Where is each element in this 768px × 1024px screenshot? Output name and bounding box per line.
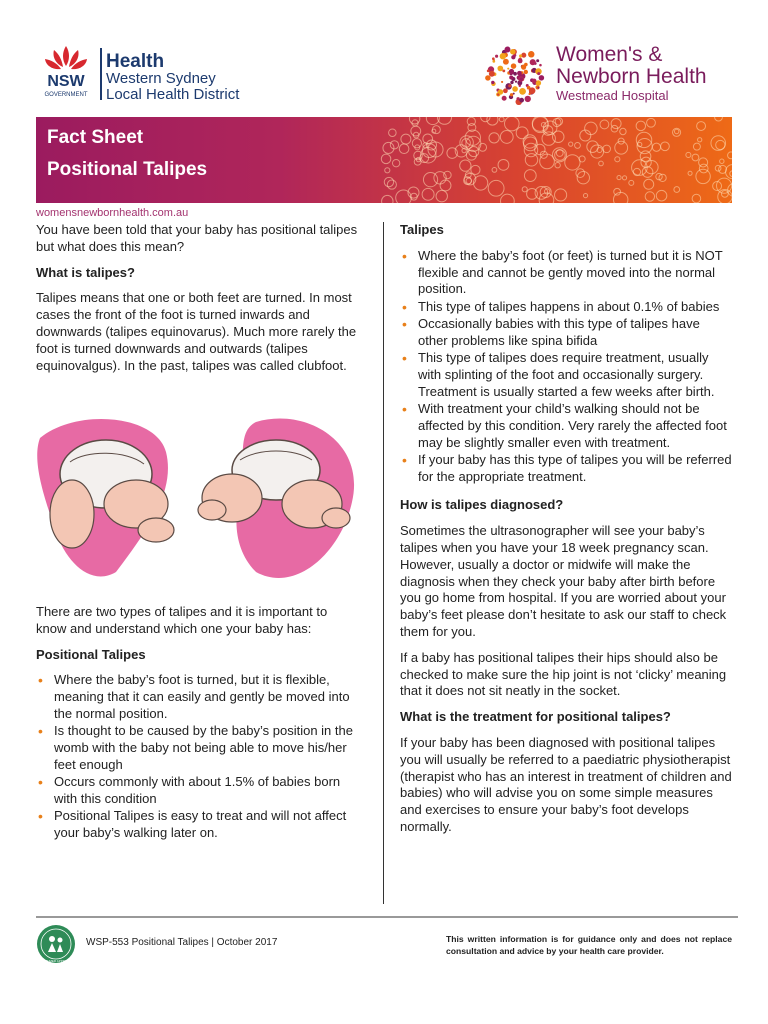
banner-bubble bbox=[399, 144, 409, 154]
banner-bubble bbox=[585, 122, 598, 135]
what-is-talipes-heading: What is talipes? bbox=[36, 264, 135, 280]
banner-bubble bbox=[436, 190, 447, 201]
banner-bubble bbox=[499, 117, 504, 122]
banner-bubble bbox=[488, 180, 504, 196]
banner-bubble bbox=[647, 118, 656, 127]
left-column-lower bbox=[36, 604, 358, 842]
logo-dot bbox=[524, 63, 528, 67]
logo-dot bbox=[497, 66, 503, 72]
diagnosis-paragraph: Sometimes the ultrasonographer will see your baby’s talipes when you have your 18 week pregnancy scan. However, usually a doctor or midwife will make the diagnosis when they check your baby after birth before you go home from hospital. If you are worried about your baby’s feet please don’t hesitate to ask our staff to check them for you. bbox=[400, 523, 727, 640]
banner-bubble bbox=[728, 152, 732, 159]
right-column bbox=[400, 222, 732, 836]
logo-dot bbox=[492, 60, 495, 63]
logo-dot bbox=[519, 54, 522, 57]
logo-dot bbox=[504, 47, 510, 53]
banner-bubble bbox=[516, 127, 528, 139]
logo-dot bbox=[507, 68, 509, 70]
banner-bubble bbox=[500, 131, 513, 144]
logo-dot bbox=[485, 75, 490, 80]
logo-dot bbox=[502, 69, 505, 72]
banner-bubble bbox=[721, 190, 728, 197]
banner-bubble bbox=[382, 195, 393, 203]
banner-bubble bbox=[693, 143, 700, 150]
logo-dot bbox=[502, 96, 507, 101]
banner-bubble bbox=[629, 180, 634, 185]
banner-bubble bbox=[715, 165, 721, 171]
footer-divider bbox=[36, 916, 738, 918]
logo-dot bbox=[524, 70, 528, 74]
banner-bubble bbox=[641, 157, 651, 167]
list-item: • If your baby has this type of talipes you will be referred for the appropriate treatment. bbox=[400, 452, 732, 486]
banner-bubble bbox=[686, 152, 691, 157]
logo-separator bbox=[100, 48, 102, 100]
talipes-list bbox=[400, 248, 732, 486]
banner-bubble bbox=[615, 141, 628, 154]
banner-bubble bbox=[401, 134, 411, 144]
banner-bubble bbox=[527, 188, 538, 199]
logo-dot bbox=[525, 96, 531, 102]
banner-bubble bbox=[523, 137, 537, 151]
logo-dot bbox=[501, 81, 503, 83]
list-item: • Occurs commonly with about 1.5% of babies born with this condition bbox=[36, 774, 358, 808]
banner-bubble bbox=[600, 120, 609, 129]
diagnosis-heading: How is talipes diagnosed? bbox=[400, 497, 564, 513]
banner-bubble bbox=[422, 188, 434, 200]
left-column bbox=[36, 222, 358, 374]
consumer-approved-badge bbox=[36, 924, 76, 964]
banner-bubble bbox=[575, 142, 581, 148]
logo-dot bbox=[508, 84, 511, 87]
wnh-wordmark bbox=[556, 44, 756, 103]
types-paragraph: There are two types of talipes and it is important to know and understand which one your baby has: bbox=[36, 604, 328, 636]
logo-dot bbox=[539, 64, 542, 67]
disclaimer-text: This written information is for guidance only and does not replace consultation and advice by your health care provider. bbox=[446, 934, 732, 956]
wnh-line-1: Women's & bbox=[556, 43, 663, 66]
banner-bubble bbox=[389, 129, 397, 137]
banner-bubble bbox=[688, 171, 692, 175]
logo-dot bbox=[537, 87, 539, 89]
banner-bubble bbox=[656, 190, 667, 201]
banner-bubble bbox=[614, 188, 621, 195]
logo-dot bbox=[518, 85, 520, 87]
banner-bubble bbox=[652, 143, 660, 151]
logo-dot bbox=[497, 93, 499, 95]
banner-bubble bbox=[674, 187, 680, 193]
list-item: • Is thought to be caused by the baby’s position in the womb with the baby not being able to move his/her feet enough bbox=[36, 723, 358, 773]
list-item: • With treatment your child’s walking should not be affected by this condition. Very rarely the affected foot may be slightly smaller even with treatment. bbox=[400, 401, 732, 451]
logo-dot bbox=[536, 59, 539, 62]
banner-bubble bbox=[524, 170, 536, 182]
banner-bubble bbox=[599, 161, 604, 166]
banner-bubble bbox=[569, 142, 573, 146]
logo-dot bbox=[503, 88, 508, 93]
banner-bubble bbox=[720, 159, 724, 163]
logo-dot bbox=[529, 87, 536, 94]
logo-dot bbox=[503, 59, 509, 65]
banner-bubble bbox=[423, 173, 437, 187]
logo-dot bbox=[519, 88, 526, 95]
logo-dot bbox=[495, 55, 498, 58]
banner-bubble bbox=[444, 171, 452, 179]
banner-bubble bbox=[387, 180, 396, 189]
logo-dot bbox=[509, 69, 514, 74]
baby-feet-illustration bbox=[36, 412, 358, 597]
nsw-district-line-1: Western Sydney bbox=[106, 70, 216, 87]
nsw-health-line: Health bbox=[106, 51, 165, 72]
positional-talipes-heading: Positional Talipes bbox=[36, 646, 146, 662]
nsw-waratah-logo bbox=[36, 42, 96, 102]
banner-bubble bbox=[498, 159, 509, 170]
logo-dot bbox=[521, 53, 526, 58]
banner-bubble bbox=[636, 121, 645, 130]
logo-dot bbox=[520, 77, 523, 80]
wnh-hospital-line: Westmead Hospital bbox=[556, 88, 669, 103]
nsw-logo-sub: GOVERNMENT bbox=[44, 92, 88, 98]
banner-bubble bbox=[555, 189, 567, 201]
talipes-heading: Talipes bbox=[400, 222, 444, 237]
banner-bubble bbox=[692, 194, 701, 203]
banner-bubble bbox=[617, 176, 621, 180]
logo-dot bbox=[500, 53, 506, 59]
banner-bubble bbox=[611, 119, 621, 129]
logo-dot bbox=[510, 81, 513, 84]
banner-bubble bbox=[615, 157, 620, 162]
banner-bubble bbox=[674, 129, 678, 133]
logo-dot bbox=[528, 51, 534, 57]
logo-dot bbox=[511, 55, 515, 59]
title-banner bbox=[36, 117, 732, 203]
intro-paragraph: You have been told that your baby has positional talipes but what does this mean? bbox=[36, 222, 358, 254]
what-is-talipes-text: Talipes means that one or both feet are turned. In most cases the front of the foot is turned inwards and downwards (talipes equinovarus). Much more rarely the foot is turned downwards and outwards (talipes equinovalgus). In the past, talipes was called clubfoot. bbox=[36, 290, 357, 373]
banner-bubble bbox=[620, 128, 626, 134]
document-reference: WSP-553 Positional Talipes | October 2017 bbox=[86, 937, 278, 948]
banner-bubble bbox=[622, 176, 626, 180]
treatment-heading: What is the treatment for positional talipes? bbox=[400, 709, 671, 725]
logo-dot bbox=[487, 69, 490, 72]
nsw-logo-word: NSW bbox=[47, 73, 85, 90]
document-title: Positional Talipes bbox=[47, 159, 208, 180]
banner-bubble bbox=[522, 187, 527, 192]
banner-bubble bbox=[565, 155, 580, 170]
banner-bubble bbox=[699, 164, 708, 173]
logo-dot bbox=[510, 49, 516, 55]
treatment-paragraph: If your baby has been diagnosed with positional talipes you will usually be referred to a paediatric physiotherapist (therapist who has an interest in treatment of children and babies) who will advise you on some simple measures and exercises to ensure your baby’s foot develops normally. bbox=[400, 735, 732, 834]
badge-text: CONSUMER APPROVED bbox=[38, 959, 74, 963]
banner-bubble bbox=[492, 168, 497, 173]
logo-dot bbox=[512, 86, 518, 92]
logo-dot bbox=[516, 97, 519, 100]
logo-dot bbox=[537, 72, 540, 75]
banner-bubble bbox=[697, 122, 706, 131]
banner-bubble bbox=[644, 179, 654, 189]
logo-dot bbox=[492, 57, 495, 60]
list-item: • Positional Talipes is easy to treat and will not affect your baby’s walking later on. bbox=[36, 808, 358, 842]
banner-bubble bbox=[715, 117, 723, 121]
banner-bubble bbox=[385, 168, 390, 173]
list-item: • This type of talipes does require treatment, usually with splinting of the foot and occasionally surgery. Treatment is usually started a few weeks after birth. bbox=[400, 350, 732, 400]
nsw-district-line-2: Local Health District bbox=[106, 86, 240, 103]
logo-dot bbox=[515, 80, 517, 82]
logo-dot bbox=[489, 71, 495, 77]
banner-bubble bbox=[645, 192, 654, 201]
banner-bubble bbox=[505, 117, 520, 131]
banner-bubble bbox=[552, 131, 564, 143]
banner-bubble bbox=[692, 154, 699, 161]
wnh-line-2: Newborn Health bbox=[556, 65, 707, 88]
banner-bubble bbox=[471, 165, 480, 174]
banner-bubble bbox=[555, 163, 560, 168]
list-item: • Where the baby’s foot (or feet) is turned but it is NOT flexible and cannot be gently moved into the normal position. bbox=[400, 248, 732, 298]
nsw-health-wordmark bbox=[106, 52, 286, 103]
list-item: • This type of talipes happens in about 0.1% of babies bbox=[400, 299, 732, 316]
positional-talipes-list bbox=[36, 672, 358, 841]
logo-dot bbox=[530, 59, 536, 65]
banner-bubble bbox=[481, 117, 490, 122]
banner-bubble bbox=[489, 133, 499, 143]
logo-dot bbox=[539, 75, 545, 81]
banner-bubble bbox=[381, 154, 391, 164]
website-url: womensnewbornhealth.com.au bbox=[36, 207, 189, 219]
wnh-dotted-circle-logo bbox=[484, 44, 546, 106]
logo-dot bbox=[519, 98, 524, 103]
banner-bubble bbox=[384, 177, 393, 186]
logo-dot bbox=[491, 81, 494, 84]
banner-bubble bbox=[603, 145, 611, 153]
banner-bubble bbox=[613, 192, 627, 203]
list-item: • Where the baby’s foot is turned, but it is flexible, meaning that it can easily and gently be moved into the normal position. bbox=[36, 672, 358, 722]
fact-sheet-label: Fact Sheet bbox=[47, 127, 144, 148]
logo-dot bbox=[511, 63, 517, 69]
logo-dot bbox=[517, 71, 522, 76]
banner-bubble bbox=[661, 142, 670, 151]
banner-bubble bbox=[460, 160, 471, 171]
logo-dot bbox=[518, 58, 523, 63]
logo-dot bbox=[509, 75, 513, 79]
logo-dot bbox=[510, 93, 513, 96]
hips-paragraph: If a baby has positional talipes their hips should also be checked to make sure the hip joint is not ‘clicky’ meaning that it does not sit neatly in the socket. bbox=[400, 649, 727, 699]
banner-bubble bbox=[555, 150, 566, 161]
banner-bubble bbox=[500, 194, 514, 203]
banner-bubble bbox=[659, 174, 666, 181]
column-divider bbox=[383, 222, 384, 904]
banner-bubble bbox=[696, 169, 710, 183]
banner-bubble bbox=[711, 136, 726, 151]
banner-bubble bbox=[698, 138, 702, 142]
list-item: • Occasionally babies with this type of talipes have other problems like spina bifida bbox=[400, 316, 732, 350]
logo-dot bbox=[532, 79, 537, 84]
banner-bubble bbox=[392, 159, 399, 166]
banner-bubble bbox=[730, 171, 732, 177]
banner-bubble bbox=[583, 193, 587, 197]
